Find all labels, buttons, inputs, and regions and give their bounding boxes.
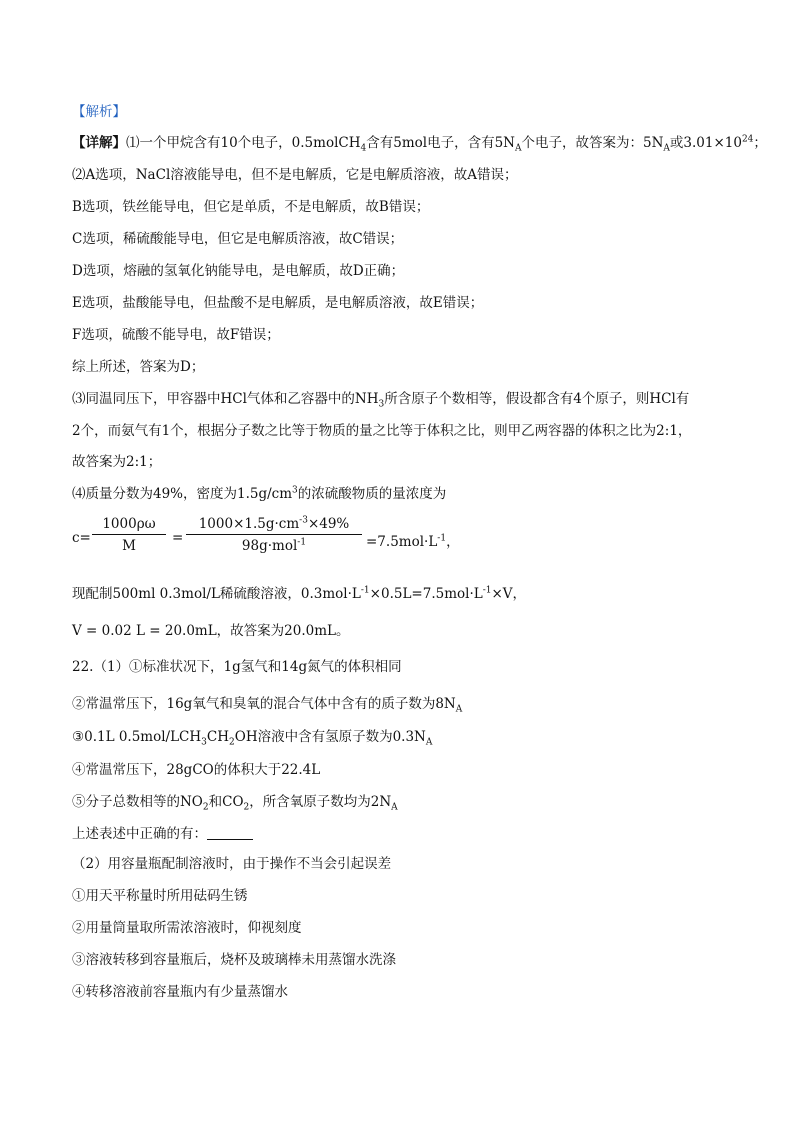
formula-fraction-1-numerator: 1000ρω [92,516,166,535]
question-22-item-3: ③0.1L $0.5mol/LCH_3CH_2OH$溶液中含有氢原子数为$0.3N_A$ [72,729,433,748]
question-22-intro: 22.（1）①标准状况下，1g氢气和14g氮气的体积相同 [72,659,402,675]
part4-line-3: V = 0.02 L = 20.0mL，故答案为20.0mL。 [72,623,350,639]
part4-line-2: 现配制500ml 0.3mol/L稀硫酸溶液，$0.3mol\cdot L^{-1}\times 0.5L=7.5mol\cdot L^{-1}\times V$， [72,585,527,602]
detail-line [72,133,767,154]
formula-result: $=7.5mol\cdot L^{-1}$， [366,533,460,550]
formula-lhs: c= [72,530,91,546]
part2-line-4: D选项，熔融的氢氧化钠能导电，是电解质，故D正确； [72,263,405,279]
part2-line-2: B选项，铁丝能导电，但它是单质，不是电解质，故B错误； [72,199,430,215]
question-22-sub2-item-2: ②用量筒量取所需浓溶液时，仰视刻度 [72,920,302,936]
question-22-item-5: ⑤分子总数相等的$NO_2$和$CO_2$，所含氧原子数均为$2N_A$ [72,794,398,813]
formula-fraction-2 [186,516,362,554]
formula-fraction-2-numerator: $1000\times 1.5g\cdot cm^{-3}\times 49\%$ [186,516,362,535]
question-22-item-2: ②常温常压下，16g氧气和臭氧的混合气体中含有的质子数为$8N_A$ [72,696,463,715]
part2-line-5: E选项，盐酸能导电，但盐酸不是电解质，是电解质溶液，故E错误； [72,295,484,311]
answer-blank[interactable] [207,825,253,840]
question-22-sub2-item-4: ④转移溶液前容量瓶内有少量蒸馏水 [72,984,288,1000]
formula-fraction-2-denominator: 98g·mol$^{-1}$ [241,537,307,554]
question-22-prompt-text: 上述表述中正确的有： [72,826,207,842]
part3-line-3: 故答案为2:1； [72,454,162,470]
formula-equals: = [172,530,184,546]
part2-line-3: C选项，稀硫酸能导电，但它是电解质溶液，故C错误； [72,231,404,247]
question-22-sub2-intro: （2）用容量瓶配制溶液时，由于操作不当会引起误差 [72,856,392,872]
part3-line-1: ⑶同温同压下，甲容器中HCl气体和乙容器中的$NH_3$所含原子个数相等，假设都含有4个原子，则HCl有 [72,391,690,410]
part2-line-1: ⑵A选项，NaCl溶液能导电，但不是电解质，它是电解质溶液，故A错误； [72,167,518,183]
part2-line-7: 综上所述，答案为D； [72,359,205,375]
question-22-sub2-item-1: ①用天平称量时所用砝码生锈 [72,888,248,904]
analysis-heading: 【解析】 [72,104,126,120]
part2-line-6: F选项，硫酸不能导电，故F错误； [72,327,280,343]
detail-text: ⑴一个甲烷含有10个电子，0.5molCH$_4$含有5mol电子，含有$5N_A$个电子，故答案为：$5N_A$或$3.01\times 10^{24}$； [126,134,767,154]
part3-line-2: 2个，而氨气有1个，根据分子数之比等于物质的量之比等于体积之比，则甲乙两容器的体积之比为2:1， [72,423,692,439]
formula-fraction-1 [92,516,166,554]
question-22-prompt [72,824,753,844]
formula-fraction-1-denominator: M [122,538,136,554]
question-22-item-4: ④常温常压下，28gCO的体积大于22.4L [72,762,321,778]
detail-label: 【详解】 [72,135,126,151]
part4-intro: ⑷质量分数为49%，密度为$1.5g/cm^3$的浓硫酸物质的量浓度为 [72,485,447,502]
question-22-sub2-item-3: ③溶液转移到容量瓶后，烧杯及玻璃棒未用蒸馏水洗涤 [72,952,396,968]
